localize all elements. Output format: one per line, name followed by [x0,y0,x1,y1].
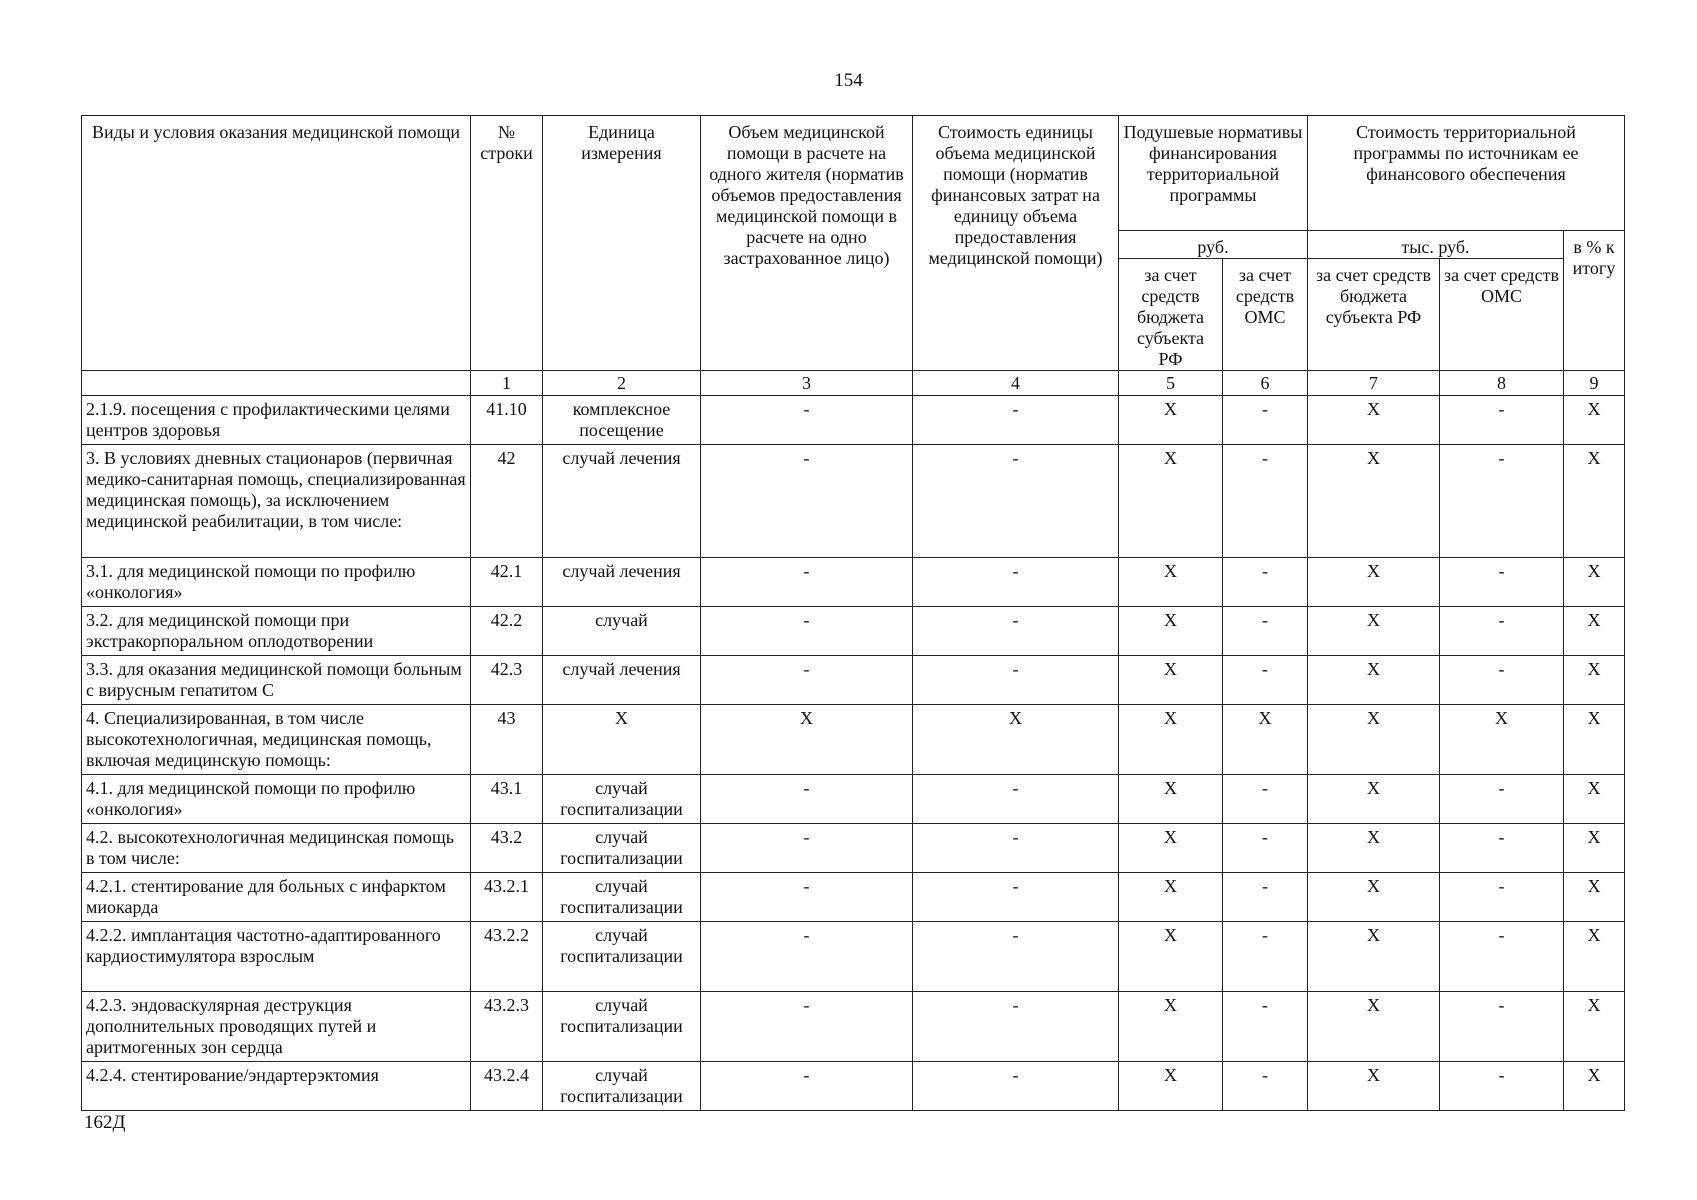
table-row [82,775,1625,824]
table-row [82,445,1625,558]
row-name: 4.2.4. стентирование/эндартерэктомия [82,1062,471,1111]
table-row [82,705,1625,775]
row-pct: X [1564,396,1625,445]
row-budget-rub: X [1119,558,1223,607]
row-volume: - [701,396,913,445]
row-oms-rub: - [1223,775,1308,824]
row-oms-thous: - [1440,775,1564,824]
row-oms-rub: - [1223,607,1308,656]
row-name: 3.3. для оказания медицинской помощи больным с вирусным гепатитом С [82,656,471,705]
header-oms-8: за счет средств ОМС [1440,259,1564,371]
row-oms-thous: - [1440,396,1564,445]
header-budget-rf-5: за счет средств бюджета субъекта РФ [1119,259,1223,371]
row-budget-thous: X [1308,445,1440,558]
row-name: 3.1. для медицинской помощи по профилю «онкология» [82,558,471,607]
row-oms-thous: - [1440,656,1564,705]
row-unit-cost: - [913,607,1119,656]
table-row [82,656,1625,705]
row-unit-cost: - [913,873,1119,922]
row-pct: X [1564,922,1625,992]
row-pct: X [1564,1062,1625,1111]
row-unit-cost: - [913,1062,1119,1111]
row-unit-cost: X [913,705,1119,775]
row-budget-rub: X [1119,775,1223,824]
row-budget-thous: X [1308,992,1440,1062]
header-program-cost: Стоимость территориальной программы по источникам ее финансового обеспечения [1308,116,1625,231]
row-volume: - [701,656,913,705]
row-volume: - [701,1062,913,1111]
row-pct: X [1564,445,1625,558]
table-row [82,558,1625,607]
row-oms-thous: - [1440,922,1564,992]
header-per-capita: Подушевые нормативы финансирования территориальной программы [1119,116,1308,231]
header-unit-cost: Стоимость единицы объема медицинской помощи (норматив финансовых затрат на единицу объема предоставления медицинской помощи) [913,116,1119,371]
row-budget-thous: X [1308,607,1440,656]
header-budget-rf-7: за счет средств бюджета субъекта РФ [1308,259,1440,371]
row-pct: X [1564,775,1625,824]
row-unit: случай лечения [543,656,701,705]
row-unit-cost: - [913,445,1119,558]
row-oms-thous: - [1440,992,1564,1062]
table-row [82,396,1625,445]
header-volume: Объем медицинской помощи в расчете на одного жителя (норматив объемов предоставления медицинской помощи в расчете на одно застрахованное лицо) [701,116,913,371]
row-number: 42 [471,445,543,558]
row-unit-cost: - [913,992,1119,1062]
table-row [82,607,1625,656]
row-unit: комплексное посещение [543,396,701,445]
row-number: 43.2.4 [471,1062,543,1111]
row-budget-rub: X [1119,656,1223,705]
row-name: 4.1. для медицинской помощи по профилю «онкология» [82,775,471,824]
document-code: 162Д [84,1112,126,1133]
row-unit-cost: - [913,775,1119,824]
row-unit-cost: - [913,922,1119,992]
column-number: 1 [471,371,543,396]
column-number: 4 [913,371,1119,396]
row-volume: - [701,873,913,922]
row-pct: X [1564,992,1625,1062]
row-oms-thous: - [1440,445,1564,558]
row-pct: X [1564,824,1625,873]
row-budget-rub: X [1119,824,1223,873]
row-name: 4. Специализированная, в том числе высокотехнологичная, медицинская помощь, включая медицинскую помощь: [82,705,471,775]
row-budget-thous: X [1308,1062,1440,1111]
row-oms-thous: X [1440,705,1564,775]
row-name: 3. В условиях дневных стационаров (первичная медико-санитарная помощь, специализированная медицинская помощь), за исключением медицинской реабилитации, в том числе: [82,445,471,558]
page-number: 154 [834,70,863,91]
row-volume: - [701,775,913,824]
row-budget-thous: X [1308,705,1440,775]
table-row [82,922,1625,992]
header-rub: руб. [1119,231,1308,259]
row-budget-rub: X [1119,607,1223,656]
header-pct-total: в % к итогу [1564,231,1625,371]
row-number: 42.2 [471,607,543,656]
row-number: 41.10 [471,396,543,445]
row-budget-thous: X [1308,656,1440,705]
row-budget-thous: X [1308,558,1440,607]
row-oms-thous: - [1440,1062,1564,1111]
row-volume: - [701,992,913,1062]
row-budget-thous: X [1308,396,1440,445]
header-unit: Единица измерения [543,116,701,371]
row-pct: X [1564,558,1625,607]
table-row [82,824,1625,873]
header-types: Виды и условия оказания медицинской помощи [82,116,471,371]
row-number: 42.1 [471,558,543,607]
row-unit: X [543,705,701,775]
row-budget-rub: X [1119,992,1223,1062]
column-number [82,371,471,396]
row-budget-thous: X [1308,873,1440,922]
row-unit: случай госпитализации [543,775,701,824]
row-unit: случай лечения [543,445,701,558]
row-budget-rub: X [1119,396,1223,445]
row-unit: случай госпитализации [543,1062,701,1111]
row-pct: X [1564,656,1625,705]
row-budget-thous: X [1308,922,1440,992]
table-row [82,1062,1625,1111]
row-volume: X [701,705,913,775]
row-pct: X [1564,607,1625,656]
row-number: 43.2 [471,824,543,873]
row-oms-thous: - [1440,607,1564,656]
column-number: 6 [1223,371,1308,396]
row-budget-thous: X [1308,775,1440,824]
row-unit: случай госпитализации [543,922,701,992]
column-number: 7 [1308,371,1440,396]
row-number: 43.2.2 [471,922,543,992]
row-unit: случай госпитализации [543,824,701,873]
header-row-number: № строки [471,116,543,371]
row-oms-rub: - [1223,824,1308,873]
column-number: 2 [543,371,701,396]
row-number: 43.2.1 [471,873,543,922]
row-unit: случай лечения [543,558,701,607]
row-unit-cost: - [913,824,1119,873]
row-volume: - [701,922,913,992]
row-oms-rub: - [1223,1062,1308,1111]
row-oms-thous: - [1440,558,1564,607]
row-unit-cost: - [913,396,1119,445]
column-number: 9 [1564,371,1625,396]
row-number: 43 [471,705,543,775]
column-number-row [82,371,1625,396]
row-number: 42.3 [471,656,543,705]
row-budget-rub: X [1119,705,1223,775]
column-number: 5 [1119,371,1223,396]
row-budget-rub: X [1119,922,1223,992]
row-name: 4.2. высокотехнологичная медицинская помощь в том числе: [82,824,471,873]
row-oms-rub: - [1223,922,1308,992]
row-name: 4.2.2. имплантация частотно-адаптированного кардиостимулятора взрослым [82,922,471,992]
row-oms-rub: - [1223,656,1308,705]
row-volume: - [701,824,913,873]
row-budget-rub: X [1119,1062,1223,1111]
row-volume: - [701,445,913,558]
row-unit: случай госпитализации [543,992,701,1062]
row-name: 2.1.9. посещения с профилактическими целями центров здоровья [82,396,471,445]
row-volume: - [701,558,913,607]
row-oms-thous: - [1440,824,1564,873]
row-unit: случай госпитализации [543,873,701,922]
row-name: 4.2.3. эндоваскулярная деструкция дополнительных проводящих путей и аритмогенных зон сердца [82,992,471,1062]
row-budget-thous: X [1308,824,1440,873]
financing-table [81,115,1625,1111]
table-row [82,992,1625,1062]
row-number: 43.2.3 [471,992,543,1062]
row-oms-rub: - [1223,396,1308,445]
row-name: 3.2. для медицинской помощи при экстракорпоральном оплодотворении [82,607,471,656]
header-thous-rub: тыс. руб. [1308,231,1564,259]
row-pct: X [1564,705,1625,775]
row-oms-rub: - [1223,992,1308,1062]
header-oms-6: за счет средств ОМС [1223,259,1308,371]
row-unit: случай [543,607,701,656]
row-oms-rub: X [1223,705,1308,775]
column-number: 3 [701,371,913,396]
row-oms-rub: - [1223,558,1308,607]
table-row [82,873,1625,922]
row-oms-thous: - [1440,873,1564,922]
row-name: 4.2.1. стентирование для больных с инфарктом миокарда [82,873,471,922]
row-oms-rub: - [1223,445,1308,558]
row-budget-rub: X [1119,445,1223,558]
row-unit-cost: - [913,656,1119,705]
row-pct: X [1564,873,1625,922]
row-volume: - [701,607,913,656]
row-oms-rub: - [1223,873,1308,922]
row-unit-cost: - [913,558,1119,607]
column-number: 8 [1440,371,1564,396]
row-number: 43.1 [471,775,543,824]
row-budget-rub: X [1119,873,1223,922]
